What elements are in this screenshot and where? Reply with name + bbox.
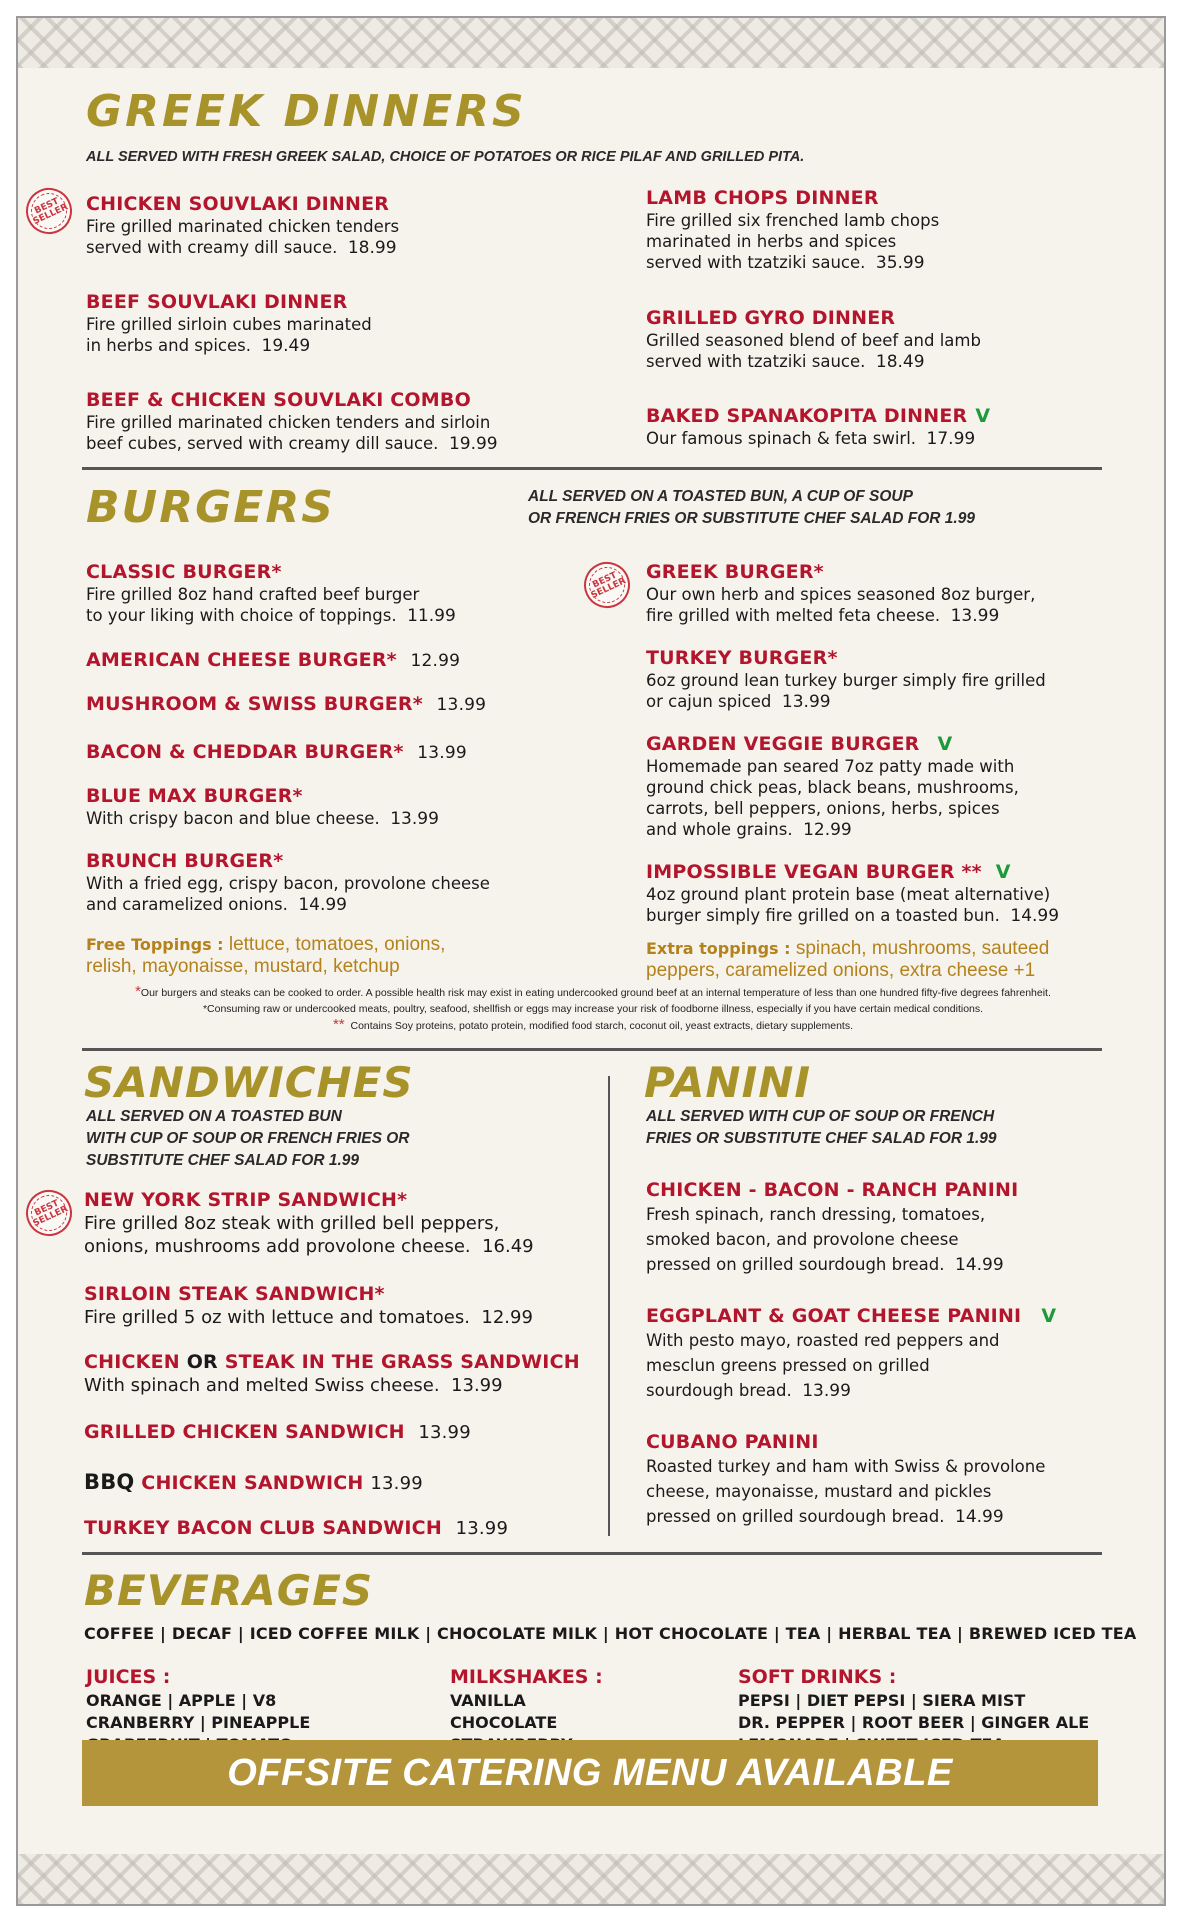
item-price: 13.99 xyxy=(436,695,487,715)
burgers-subtitle: OR FRENCH FRIES OR SUBSTITUTE CHEF SALAD FOR 1.99 xyxy=(528,510,975,527)
menu-item-spanakopita xyxy=(646,404,990,450)
item-desc: served with tzatziki sauce. xyxy=(646,352,866,371)
section-divider xyxy=(82,467,1102,470)
menu-item-cubano-panini xyxy=(646,1430,1045,1530)
item-price: 12.99 xyxy=(803,820,852,840)
item-desc: to your liking with choice of toppings. xyxy=(86,606,397,625)
item-desc: Fire grilled 8oz steak with grilled bell peppers, xyxy=(84,1213,500,1234)
panini-subtitle: FRIES OR SUBSTITUTE CHEF SALAD FOR 1.99 xyxy=(646,1130,997,1147)
disclaimer-line: Contains Soy proteins, potato protein, modified food starch, coconut oil, yeast extracts, dietary supplements. xyxy=(350,1020,854,1032)
item-price: 14.99 xyxy=(298,895,347,915)
item-price: 17.99 xyxy=(926,429,976,449)
juices-heading: JUICES : xyxy=(86,1666,171,1688)
item-price: 13.99 xyxy=(781,692,831,712)
item-desc: served with tzatziki sauce. xyxy=(646,253,866,272)
beverages-title: BEVERAGES xyxy=(84,1566,374,1615)
item-desc: cheese, mayonaisse, mustard and pickles xyxy=(646,1482,992,1501)
item-desc: pressed on grilled sourdough bread. xyxy=(646,1507,945,1526)
hot-drinks-list: COFFEE | DECAF | ICED COFFEE MILK | CHOCOLATE MILK | HOT CHOCOLATE | TEA | HERBAL TEA | BREWED ICED TEA xyxy=(84,1624,1137,1643)
item-name: CHICKEN xyxy=(84,1351,180,1373)
item-desc: Roasted turkey and ham with Swiss & provolone xyxy=(646,1457,1046,1476)
item-name: BAKED SPANAKOPITA DINNER xyxy=(646,405,968,427)
item-name: AMERICAN CHEESE BURGER* xyxy=(86,649,397,671)
menu-item-brunch-burger xyxy=(86,849,490,916)
asterisk-marker: * xyxy=(135,983,141,1000)
menu-item-impossible-vegan-burger xyxy=(646,860,1059,927)
menu-item-blue-max-burger xyxy=(86,784,439,830)
item-price: 11.99 xyxy=(407,606,456,626)
sandwiches-subtitle: SUBSTITUTE CHEF SALAD FOR 1.99 xyxy=(86,1152,359,1169)
item-desc: smoked bacon, and provolone cheese xyxy=(646,1230,959,1249)
item-desc: 4oz ground plant protein base (meat alternative) xyxy=(646,885,1051,904)
item-name: CHICKEN SANDWICH xyxy=(141,1472,364,1494)
item-price: 14.99 xyxy=(1010,906,1060,926)
item-price: 13.99 xyxy=(950,606,1000,626)
item-desc: beef cubes, served with creamy dill sauce. xyxy=(86,434,439,453)
item-desc: Fire grilled 8oz hand crafted beef burger xyxy=(86,585,420,604)
item-name-prefix: BBQ xyxy=(84,1470,135,1494)
item-name: LAMB CHOPS DINNER xyxy=(646,187,879,209)
item-price: 19.49 xyxy=(261,336,311,356)
menu-item-bacon-cheddar-burger xyxy=(86,740,467,765)
item-desc: sourdough bread. xyxy=(646,1381,792,1400)
menu-item-beef-chicken-combo xyxy=(86,388,498,455)
item-price: 13.99 xyxy=(417,743,467,763)
free-toppings xyxy=(86,934,445,978)
decorative-pattern-band-bottom xyxy=(18,1854,1164,1904)
item-name: GREEK BURGER* xyxy=(646,561,824,583)
column-divider xyxy=(608,1076,610,1536)
milkshakes-heading: MILKSHAKES : xyxy=(450,1666,603,1688)
juice-option: CRANBERRY | PINEAPPLE xyxy=(86,1713,311,1732)
best-seller-badge-icon: BEST SELLER xyxy=(576,554,637,615)
menu-item-chicken-bacon-ranch-panini xyxy=(646,1178,1018,1278)
menu-item-eggplant-goat-cheese-panini xyxy=(646,1304,1056,1404)
item-name: MUSHROOM & SWISS BURGER* xyxy=(86,693,423,715)
item-desc: Homemade pan seared 7oz patty made with xyxy=(646,757,1015,776)
menu-item-garden-veggie-burger xyxy=(646,732,1019,841)
menu-item-chicken-souvlaki xyxy=(86,192,399,259)
item-desc: mesclun greens pressed on grilled xyxy=(646,1356,930,1375)
item-desc: or cajun spiced xyxy=(646,692,772,711)
item-name: GARDEN VEGGIE BURGER xyxy=(646,733,920,755)
soft-drink-option: DR. PEPPER | ROOT BEER | GINGER ALE xyxy=(738,1713,1090,1732)
menu-item-beef-souvlaki xyxy=(86,290,372,357)
vegetarian-icon: V xyxy=(1041,1305,1057,1327)
free-toppings-list: lettuce, tomatoes, onions, xyxy=(228,934,446,955)
item-name: SIRLOIN STEAK SANDWICH* xyxy=(84,1283,385,1305)
item-desc: Fire grilled six frenched lamb chops xyxy=(646,211,940,230)
item-desc: pressed on grilled sourdough bread. xyxy=(646,1255,945,1274)
item-name: GRILLED GYRO DINNER xyxy=(646,307,896,329)
menu-item-lamb-chops xyxy=(646,186,939,274)
section-divider xyxy=(82,1552,1102,1555)
item-name: CLASSIC BURGER* xyxy=(86,561,282,583)
menu-item-turkey-bacon-club-sandwich xyxy=(84,1516,508,1541)
item-desc: Fresh spinach, ranch dressing, tomatoes, xyxy=(646,1205,986,1224)
greek-dinners-subtitle: ALL SERVED WITH FRESH GREEK SALAD, CHOICE OF POTATOES OR RICE PILAF AND GRILLED PITA. xyxy=(86,149,805,165)
item-price: 14.99 xyxy=(955,1255,1004,1275)
extra-toppings-list: peppers, caramelized onions, extra cheese +1 xyxy=(646,960,1036,981)
item-price: 19.99 xyxy=(448,434,498,454)
menu-item-american-cheese-burger xyxy=(86,648,460,673)
item-price: 14.99 xyxy=(955,1507,1004,1527)
item-desc: With spinach and melted Swiss cheese. xyxy=(84,1375,440,1396)
menu-item-greek-burger xyxy=(646,560,1035,627)
item-price: 13.99 xyxy=(370,1473,423,1494)
item-desc: With pesto mayo, roasted red peppers and xyxy=(646,1331,1000,1350)
menu-item-grilled-gyro xyxy=(646,306,981,373)
asterisk-marker: ** xyxy=(332,1016,345,1033)
menu-page xyxy=(16,16,1166,1906)
disclaimer-line: *Consuming raw or undercooked meats, poultry, seafood, shellfish or eggs may increase your risk of foodborne illness, especially if you have certain medical conditions. xyxy=(202,1003,984,1015)
disclaimer-line: Our burgers and steaks can be cooked to order. A possible health risk may exist in eating undercooked ground beef at an internal temperature of less than one hundred fifty-five degrees fahrenheit. xyxy=(140,987,1051,999)
vegetarian-icon: V xyxy=(975,405,991,427)
item-name: BRUNCH BURGER* xyxy=(86,850,284,872)
free-toppings-label: Free Toppings : xyxy=(86,935,224,954)
panini-subtitle: ALL SERVED WITH CUP OF SOUP OR FRENCH xyxy=(646,1108,995,1125)
item-price: 13.99 xyxy=(802,1381,851,1401)
item-desc: served with creamy dill sauce. xyxy=(86,238,338,257)
item-price: 13.99 xyxy=(390,809,439,829)
item-desc: Fire grilled marinated chicken tenders and sirloin xyxy=(86,413,491,432)
item-name-or: OR xyxy=(186,1351,218,1373)
soft-drink-option: PEPSI | DIET PEPSI | SIERA MIST xyxy=(738,1691,1026,1710)
sandwiches-subtitle: ALL SERVED ON A TOASTED BUN xyxy=(86,1108,342,1125)
decorative-pattern-band-top xyxy=(18,18,1164,68)
item-name: STEAK IN THE GRASS SANDWICH xyxy=(224,1351,580,1373)
item-desc: Our famous spinach & feta swirl. xyxy=(646,429,917,448)
item-price: 16.49 xyxy=(482,1236,534,1257)
menu-item-classic-burger xyxy=(86,560,456,627)
burgers-subtitle: ALL SERVED ON A TOASTED BUN, A CUP OF SOUP xyxy=(528,488,913,505)
item-price: 13.99 xyxy=(451,1375,503,1396)
extra-toppings xyxy=(646,938,1049,982)
item-price: 18.49 xyxy=(875,352,925,372)
item-price: 12.99 xyxy=(481,1307,533,1328)
item-name: IMPOSSIBLE VEGAN BURGER ** xyxy=(646,861,982,883)
best-seller-badge-icon: BEST SELLER xyxy=(18,180,79,241)
health-disclaimer xyxy=(78,984,1108,1034)
item-desc: fire grilled with melted feta cheese. xyxy=(646,606,941,625)
item-desc: and whole grains. xyxy=(646,820,793,839)
item-name: TURKEY BURGER* xyxy=(646,647,838,669)
item-desc: Fire grilled 5 oz with lettuce and tomatoes. xyxy=(84,1307,470,1328)
vegetarian-icon: V xyxy=(937,733,953,755)
item-name: BEEF SOUVLAKI DINNER xyxy=(86,291,348,313)
item-name: EGGPLANT & GOAT CHEESE PANINI xyxy=(646,1305,1022,1327)
menu-item-new-york-strip-sandwich xyxy=(84,1188,534,1258)
item-name: BACON & CHEDDAR BURGER* xyxy=(86,741,404,763)
vegetarian-icon: V xyxy=(995,861,1011,883)
menu-item-mushroom-swiss-burger xyxy=(86,692,486,717)
menu-item-bbq-chicken-sandwich xyxy=(84,1470,423,1496)
burgers-title: BURGERS xyxy=(86,482,335,533)
item-desc: Grilled seasoned blend of beef and lamb xyxy=(646,331,981,350)
item-desc: With a fried egg, crispy bacon, provolone cheese xyxy=(86,874,490,893)
item-name: TURKEY BACON CLUB SANDWICH xyxy=(84,1517,442,1539)
extra-toppings-list: spinach, mushrooms, sauteed xyxy=(795,938,1050,959)
item-price: 18.99 xyxy=(347,238,397,258)
best-seller-badge-icon: BEST SELLER xyxy=(18,1182,79,1243)
extra-toppings-label: Extra toppings : xyxy=(646,939,791,958)
menu-item-grilled-chicken-sandwich xyxy=(84,1420,471,1445)
menu-item-sirloin-steak-sandwich xyxy=(84,1282,533,1329)
free-toppings-list: relish, mayonaisse, mustard, ketchup xyxy=(86,956,400,977)
sandwiches-subtitle: WITH CUP OF SOUP OR FRENCH FRIES OR xyxy=(86,1130,410,1147)
menu-item-chicken-or-steak-grass-sandwich xyxy=(84,1350,580,1397)
item-desc: in herbs and spices. xyxy=(86,336,251,355)
juice-option: ORANGE | APPLE | V8 xyxy=(86,1691,277,1710)
item-desc: Fire grilled sirloin cubes marinated xyxy=(86,315,372,334)
milkshake-option: CHOCOLATE xyxy=(450,1713,558,1732)
menu-item-turkey-burger xyxy=(646,646,1046,713)
item-name: GRILLED CHICKEN SANDWICH xyxy=(84,1421,405,1443)
item-name: BEEF & CHICKEN SOUVLAKI COMBO xyxy=(86,389,471,411)
soft-drinks-heading: SOFT DRINKS : xyxy=(738,1666,897,1688)
item-desc: and caramelized onions. xyxy=(86,895,288,914)
item-name: CUBANO PANINI xyxy=(646,1431,819,1453)
item-price: 13.99 xyxy=(418,1422,471,1443)
item-name: CHICKEN - BACON - RANCH PANINI xyxy=(646,1179,1019,1201)
item-desc: carrots, bell peppers, onions, herbs, spices xyxy=(646,799,1000,818)
sandwiches-title: SANDWICHES xyxy=(84,1058,414,1107)
item-price: 12.99 xyxy=(410,651,461,671)
milkshake-option: VANILLA xyxy=(450,1691,526,1710)
item-price: 13.99 xyxy=(455,1518,509,1539)
item-desc: burger simply fire grilled on a toasted bun. xyxy=(646,906,1000,925)
catering-banner: OFFSITE CATERING MENU AVAILABLE xyxy=(82,1740,1098,1806)
item-name: BLUE MAX BURGER* xyxy=(86,785,303,807)
item-desc: ground chick peas, black beans, mushrooms, xyxy=(646,778,1019,797)
section-divider xyxy=(82,1048,1102,1051)
item-desc: Our own herb and spices seasoned 8oz burger, xyxy=(646,585,1036,604)
greek-dinners-title: GREEK DINNERS xyxy=(86,86,527,137)
item-name: CHICKEN SOUVLAKI DINNER xyxy=(86,193,390,215)
item-desc: onions, mushrooms add provolone cheese. xyxy=(84,1236,471,1257)
item-price: 35.99 xyxy=(875,253,925,273)
item-desc: 6oz ground lean turkey burger simply fire grilled xyxy=(646,671,1046,690)
panini-title: PANINI xyxy=(644,1058,811,1107)
item-desc: Fire grilled marinated chicken tenders xyxy=(86,217,400,236)
item-name: NEW YORK STRIP SANDWICH* xyxy=(84,1189,408,1211)
item-desc: With crispy bacon and blue cheese. xyxy=(86,809,380,828)
item-desc: marinated in herbs and spices xyxy=(646,232,897,251)
